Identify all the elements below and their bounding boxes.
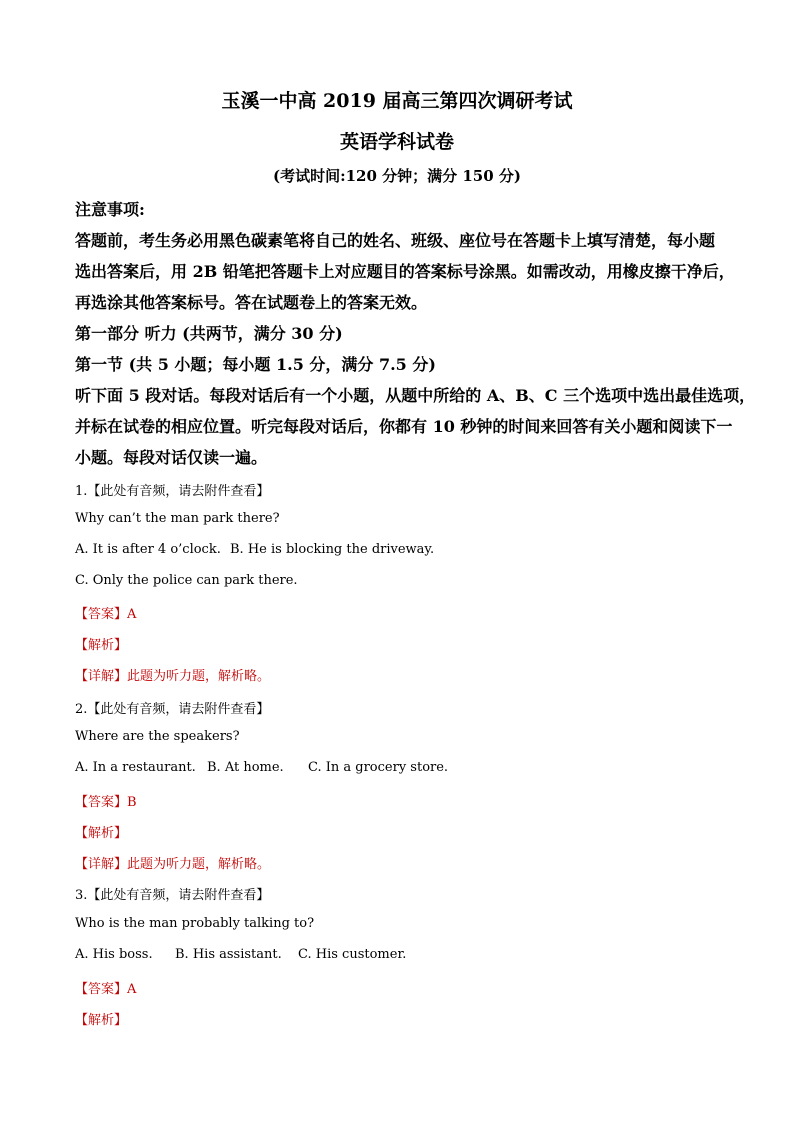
answer-label: 【答案】B [75, 795, 137, 810]
question-options [75, 542, 434, 557]
instruction-line: 小题。每段对话仅读一遍。 [75, 448, 268, 467]
exam-info: (考试时间:120 分钟；满分 150 分) [272, 167, 522, 185]
option-c: C. Only the police can park there. [75, 573, 298, 588]
answer-label: 【答案】A [75, 982, 137, 997]
option-c: C. His customer. [298, 947, 407, 962]
option-a: A. It is after 4 o’clock. [75, 542, 221, 557]
question-options [75, 573, 298, 588]
option-b: B. He is blocking the driveway. [230, 542, 435, 557]
detail-label: 【详解】此题为听力题，解析略。 [75, 857, 271, 872]
exam-subtitle: 英语学科试卷 [339, 131, 454, 153]
answer-label: 【答案】A [75, 607, 137, 622]
analysis-label: 【解析】 [75, 1013, 128, 1028]
question-prompt: Why can’t the man park there? [75, 511, 280, 526]
question-header: 2.【此处有音频，请去附件查看】 [75, 702, 270, 717]
notice-line: 再选涂其他答案标号。答在试题卷上的答案无效。 [75, 293, 428, 312]
section-heading: 第一节 (共 5 小题；每小题 1.5 分，满分 7.5 分) [75, 355, 436, 374]
option-b: B. His assistant. [175, 947, 282, 962]
part-heading: 第一部分 听力 (共两节，满分 30 分) [75, 324, 343, 343]
analysis-label: 【解析】 [75, 826, 128, 841]
question-options [75, 947, 406, 962]
option-b: B. At home. [207, 760, 284, 775]
question-prompt: Where are the speakers? [75, 729, 240, 744]
option-a: A. In a restaurant. [75, 760, 196, 775]
notice-line: 选出答案后，用 2B 铅笔把答题卡上对应题目的答案标号涂黑。如需改动，用橡皮擦干净后， [75, 262, 735, 281]
notice-line: 答题前，考生务必用黑色碳素笔将自己的姓名、班级、座位号在答题卡上填写清楚，每小题 [75, 231, 716, 250]
question-options [75, 760, 448, 775]
analysis-label: 【解析】 [75, 638, 128, 653]
notice-heading: 注意事项: [75, 200, 145, 219]
question-header: 3.【此处有音频，请去附件查看】 [75, 888, 270, 903]
option-c: C. In a grocery store. [308, 760, 449, 775]
option-a: A. His boss. [75, 947, 153, 962]
detail-label: 【详解】此题为听力题，解析略。 [75, 669, 271, 684]
question-prompt: Who is the man probably talking to? [75, 916, 315, 931]
instruction-line: 并标在试卷的相应位置。听完每段对话后，你都有 10 秒钟的时间来回答有关小题和阅读下一 [75, 417, 733, 436]
exam-title: 玉溪一中高 2019 届高三第四次调研考试 [221, 90, 573, 112]
instruction-line: 听下面 5 段对话。每段对话后有一个小题，从题中所给的 A、B、C 三个选项中选出最佳选项， [75, 386, 756, 405]
question-header: 1.【此处有音频，请去附件查看】 [75, 484, 270, 499]
